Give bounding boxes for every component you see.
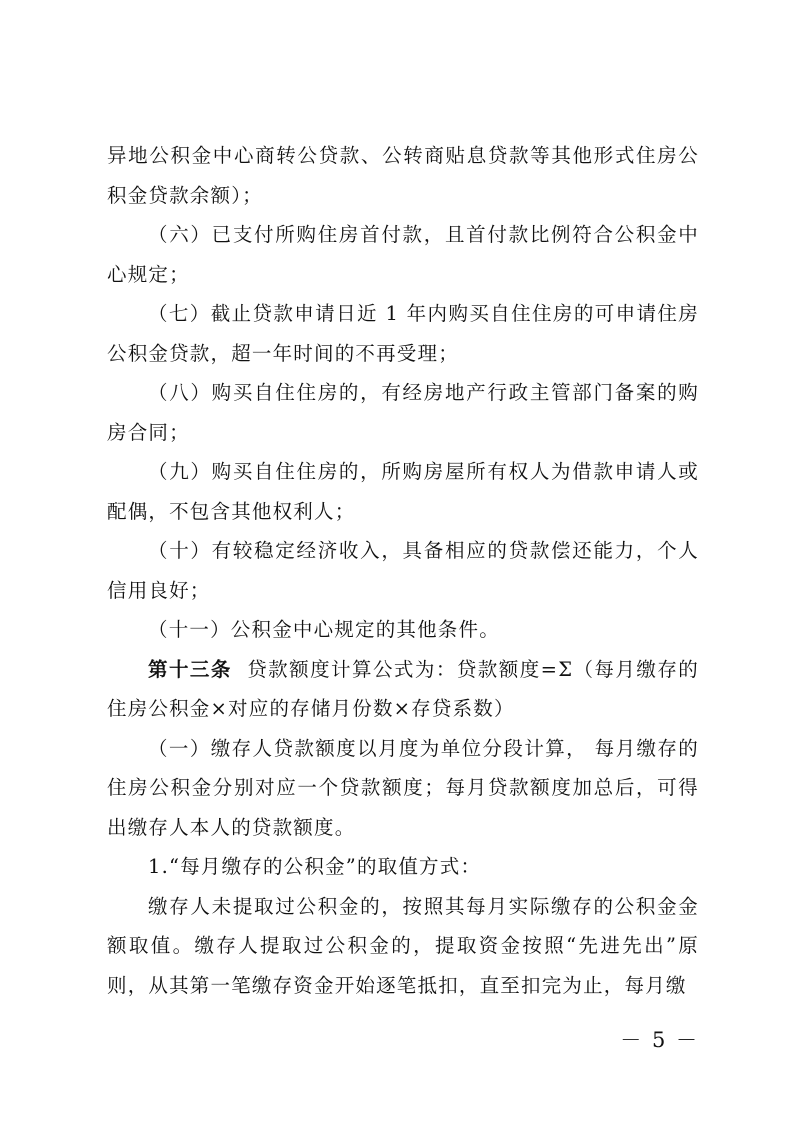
paragraph-text: 贷款额度计算公式为：贷款额度=Σ（每月缴存的住房公积金×对应的存储月份数×存贷系数）: [107, 657, 699, 720]
paragraph-text: 1.“每月缴存的公积金”的取值方式：: [148, 855, 482, 878]
paragraph-item-9: [107, 452, 699, 531]
paragraph-sub-1: [107, 729, 699, 848]
page-number: － 5 －: [620, 1028, 699, 1052]
paragraph-text: （六）已支付所购住房首付款，且首付款比例符合公积金中心规定；: [107, 223, 699, 286]
article-13: [107, 650, 699, 729]
paragraph-text: （一）缴存人贷款额度以月度为单位分段计算， 每月缴存的住房公积金分别对应一个贷款额度；每月贷款额度加总后，可得出缴存人本人的贷款额度。: [107, 736, 699, 839]
paragraph-item-7: [107, 294, 699, 373]
paragraph-item-10: [107, 531, 699, 610]
paragraph-numbered-1: [107, 847, 699, 887]
paragraph-body: [107, 887, 699, 1006]
paragraph-item-11: [107, 610, 699, 650]
article-heading: 第十三条: [148, 657, 232, 681]
paragraph-text: 异地公积金中心商转公贷款、公转商贴息贷款等其他形式住房公积金贷款余额）；: [107, 144, 699, 207]
paragraph-text: （十）有较稳定经济收入，具备相应的贷款偿还能力，个人信用良好；: [107, 539, 699, 602]
paragraph-text: （七）截止贷款申请日近 1 年内购买自住住房的可申请住房公积金贷款，超一年时间的不再受理；: [107, 302, 699, 365]
paragraph-text: （十一）公积金中心规定的其他条件。: [148, 618, 500, 641]
paragraph-text: （八）购买自住住房的，有经房地产行政主管部门备案的购房合同；: [107, 381, 699, 444]
paragraph-text: （九）购买自住住房的，所购房屋所有权人为借款申请人或配偶，不包含其他权利人；: [107, 460, 699, 523]
paragraph-item-8: [107, 373, 699, 452]
paragraph-continuation: [107, 136, 699, 215]
paragraph-item-6: [107, 215, 699, 294]
body-text: [107, 136, 699, 1005]
paragraph-text: 缴存人未提取过公积金的，按照其每月实际缴存的公积金金额取值。缴存人提取过公积金的，提取资金按照“先进先出”原则，从其第一笔缴存资金开始逐笔抵扣，直至扣完为止，每月缴: [107, 894, 699, 997]
